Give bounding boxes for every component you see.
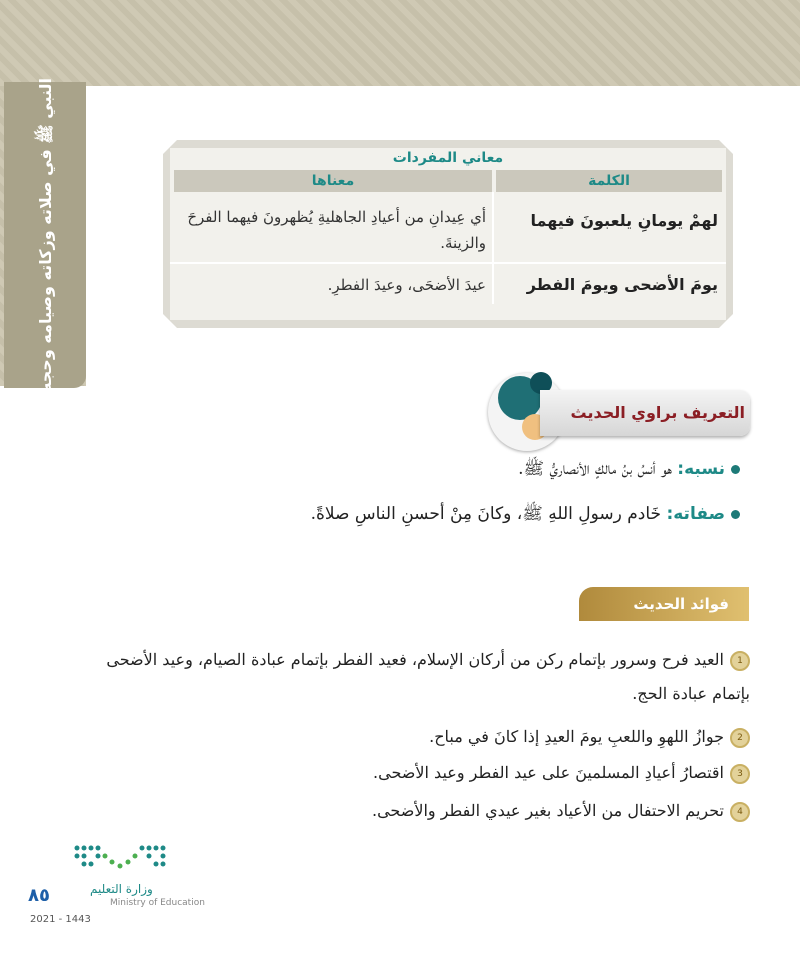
benefit-text: جوازُ اللهوِ واللعبِ يومَ العيدِ إذا كانَ في مباح. <box>429 727 724 746</box>
header-pattern-band <box>0 0 800 86</box>
narrator-traits <box>311 503 740 528</box>
benefit-text: العيد فرح وسرور بإتمام ركن من أركان الإسلام، فعيد الفطر بإتمام عبادة الصيام، وعيد الأضحى بإتمام عبادة الحج. <box>106 650 750 703</box>
bullet-dot-icon <box>731 510 740 519</box>
edition-year: 2021 - 1443 <box>30 914 91 925</box>
lineage-text: هو أنسُ بنُ مالكٍ الأنصاريُّ ﷺ. <box>518 459 672 479</box>
ministry-logo-icon <box>72 842 172 872</box>
narrator-lineage <box>518 458 740 483</box>
benefit-text: اقتصارُ أعيادِ المسلمينَ على عيد الفطر وعيد الأضحى. <box>373 763 724 782</box>
vocab-header-word: الكلمة <box>496 170 722 192</box>
narrator-banner-title: التعريف براوي الحديث <box>570 403 745 422</box>
vocab-header-meaning: معناها <box>174 170 492 192</box>
chapter-side-tab <box>4 78 86 392</box>
vocab-col-divider <box>492 192 494 304</box>
chapter-title: النبي ﷺ في صلاته وزكاته وصيامه وحجه <box>35 78 55 392</box>
benefit-number-badge: 3 <box>730 764 750 784</box>
ministry-name: وزارة التعليم <box>90 882 153 896</box>
traits-label: صفاته: <box>666 504 725 524</box>
bullet-dot-icon <box>731 465 740 474</box>
benefit-number-badge: 1 <box>730 651 750 671</box>
benefits-heading: فوائد الحديث <box>579 587 749 621</box>
benefit-number-badge: 4 <box>730 802 750 822</box>
vocab-meaning-1: أي عِيدانِ من أعيادِ الجاهليةِ يُظهرونَ فيهما الفرحَ والزينةَ. <box>187 208 486 252</box>
benefit-text: تحريم الاحتفال من الأعياد بغير عيدي الفطر والأضحى. <box>371 801 724 820</box>
benefit-item-1 <box>100 643 750 711</box>
traits-text: خَادم رسولِ اللهِ ﷺ، وكانَ مِنْ أحسنِ الناسِ صلاةً. <box>310 504 662 524</box>
vocab-title: معاني المفردات <box>392 150 504 166</box>
lineage-label: نسبه: <box>677 459 725 479</box>
vocab-word-1: لهمْ يومانِ يلعبونَ فيهما <box>530 211 718 230</box>
benefit-item-2 <box>100 720 750 754</box>
page-number: ٨٥ <box>28 885 50 906</box>
benefit-number-badge: 2 <box>730 728 750 748</box>
vocab-meaning-2: عيدَ الأضحَى، وعيدَ الفطرِ. <box>327 276 486 294</box>
ministry-name-en: Ministry of Education <box>110 898 205 908</box>
vocab-word-2: يومَ الأضحى ويومَ الفطر <box>526 275 718 294</box>
benefit-item-3 <box>100 756 750 790</box>
benefit-item-4 <box>100 794 750 828</box>
